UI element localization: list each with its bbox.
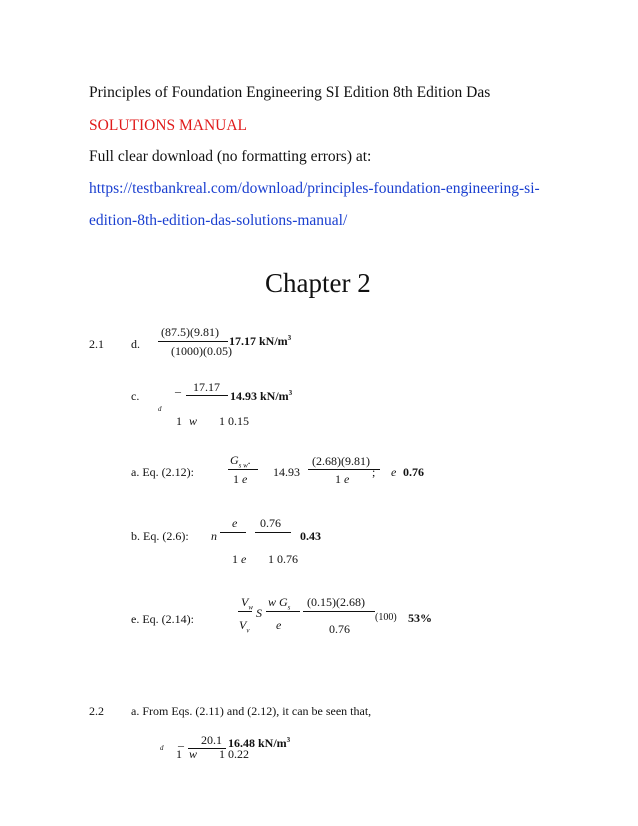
part-e-wGs-fraction-bar — [266, 611, 300, 612]
part-c-label: c. — [131, 389, 140, 403]
part-e-S-symbol: S — [256, 606, 262, 620]
download-link-line1[interactable]: https://testbankreal.com/download/principles-foundation-engineering-si- — [89, 180, 540, 197]
part-e-Vv: $V_v$ — [239, 618, 250, 635]
part-c-numerator: 17.17 — [193, 380, 220, 394]
part-b-denom-one: 1 e — [232, 552, 247, 566]
part-b-label: b. Eq. (2.6): — [131, 529, 189, 543]
chapter-heading: Chapter 2 — [265, 268, 371, 298]
part-b-e-numerator: e — [232, 516, 238, 530]
part-e-numerator: (0.15)(2.68) — [307, 595, 365, 609]
part-a-value: 14.93 — [273, 465, 300, 479]
part-b-left-fraction-bar — [220, 532, 246, 533]
problem-number-2-1: 2.1 — [89, 337, 104, 351]
problem-number-2-2: 2.2 — [89, 704, 104, 718]
part-c-subscript-d: d — [158, 405, 162, 413]
problem-2-2-dash: – — [178, 738, 184, 752]
part-e-wGs: w $G_s$ — [268, 595, 291, 612]
solutions-manual-label: SOLUTIONS MANUAL — [89, 117, 248, 134]
part-a-left-denom: 1 e — [233, 472, 248, 486]
problem-2-2-numerator: 20.1 — [201, 733, 222, 747]
part-e-denominator: 0.76 — [329, 622, 350, 636]
part-d-label: d. — [131, 337, 140, 351]
problem-2-2-denom-values: 1 0.22 — [219, 747, 249, 761]
problem-2-2-part-a-text: a. From Eqs. (2.11) and (2.12), it can be seen that, — [131, 704, 372, 718]
part-e-volume-fraction-bar — [238, 611, 252, 612]
part-e-e-denominator: e — [276, 618, 282, 632]
part-a-fraction-bar — [308, 469, 380, 470]
document-title: Principles of Foundation Engineering SI Edition 8th Edition Das — [89, 84, 491, 101]
part-d-denominator: (1000)(0.05) — [171, 344, 232, 358]
part-d-fraction-bar — [158, 341, 228, 342]
download-link-line2[interactable]: edition-8th-edition-das-solutions-manual/ — [89, 212, 348, 229]
problem-2-2-result: 16.48 $kN/m^3$ — [228, 736, 291, 750]
part-b-denom-values: 1 0.76 — [268, 552, 298, 566]
part-a-G-symbol: $G_{s w}$. — [230, 453, 251, 470]
problem-2-2-denom-one: 1 — [176, 747, 182, 761]
download-note: Full clear download (no formatting errors) at: — [89, 148, 372, 165]
part-a-label: a. Eq. (2.12): — [131, 465, 194, 479]
part-d-numerator: (87.5)(9.81) — [161, 325, 219, 339]
part-a-numerator: (2.68)(9.81) — [312, 454, 370, 468]
part-c-dash: – — [175, 384, 181, 398]
part-e-fraction-bar — [303, 611, 375, 612]
part-e-result: 53% — [408, 611, 432, 625]
part-e-label: e. Eq. (2.14): — [131, 612, 194, 626]
part-c-denom-w: w — [189, 414, 198, 428]
part-b-result: 0.43 — [300, 529, 321, 543]
problem-2-2-subscript-d: d — [160, 744, 164, 752]
part-a-left-fraction-bar — [228, 469, 258, 470]
part-d-result: 17.17 $kN/m^3$ — [229, 334, 292, 348]
part-c-fraction-bar — [186, 395, 228, 396]
part-c-result: 14.93 $kN/m^3$ — [230, 389, 293, 403]
part-a-denominator: 1 e — [335, 472, 350, 486]
part-a-semicolon: ; — [372, 465, 376, 479]
part-a-e-symbol: e — [391, 465, 397, 479]
part-c-denom-values: 1 0.15 — [219, 414, 249, 428]
part-e-Vw: $V_w$ — [241, 595, 254, 612]
part-b-numerator: 0.76 — [260, 516, 281, 530]
part-b-n-symbol: n — [211, 529, 217, 543]
part-c-denom-one: 1 — [176, 414, 182, 428]
part-a-result: 0.76 — [403, 465, 424, 479]
part-b-fraction-bar — [255, 532, 291, 533]
problem-2-2-denom-w: w — [189, 747, 198, 761]
part-e-hundred: (100) — [375, 612, 397, 623]
